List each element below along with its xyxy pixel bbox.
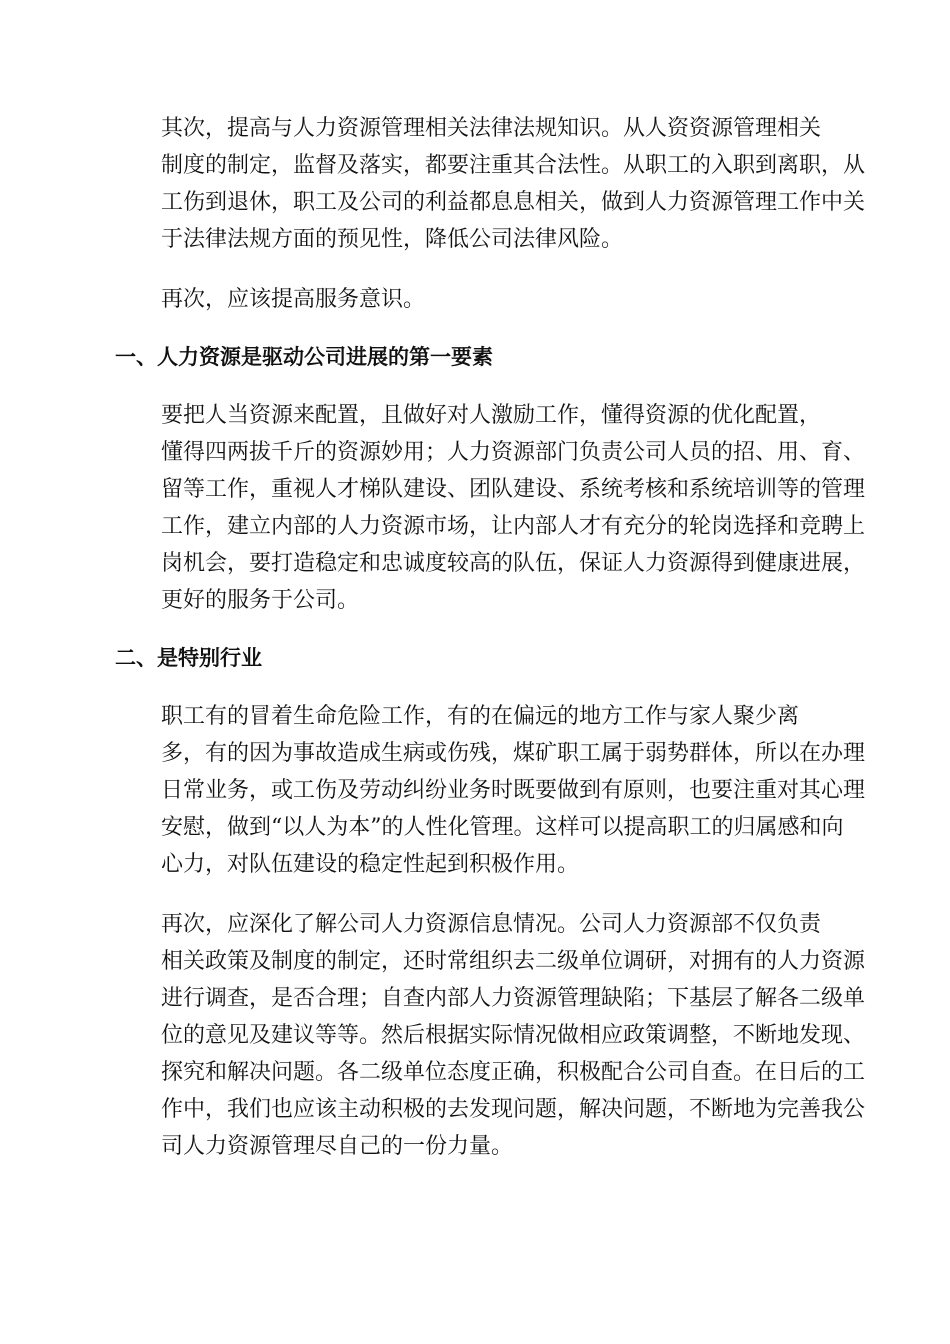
text-line: 工伤到退休，职工及公司的利益都息息相关，做到人力资源管理工作中关 [161,190,866,215]
text-line: 岗机会，要打造稳定和忠诚度较高的队伍，保证人力资源得到健康进展， [161,551,866,576]
text-line: 位的意见及建议等等。然后根据实际情况做相应政策调整，不断地发现、 [161,1023,866,1048]
text-line: 其次，提高与人力资源管理相关法律法规知识。从人资资源管理相关 [161,116,822,141]
text-line: 制度的制定，监督及落实，都要注重其合法性。从职工的入职到离职，从 [161,153,866,178]
text-line: 职工有的冒着生命危险工作，有的在偏远的地方工作与家人聚少离 [161,704,800,729]
text-line: 工作，建立内部的人力资源市场，让内部人才有充分的轮岗选择和竞聘上 [161,514,866,539]
text-line: 安慰，做到“以人为本”的人性化管理。这样可以提高职工的归属感和向 [161,815,844,840]
text-line: 作中，我们也应该主动积极的去发现问题，解决问题，不断地为完善我公 [161,1097,866,1122]
text-line: 相关政策及制度的制定，还时常组织去二级单位调研，对拥有的人力资源 [161,949,866,974]
text-line: 留等工作，重视人才梯队建设、团队建设、系统考核和系统培训等的管理 [161,477,866,502]
document-page [115,110,866,1188]
text-line: 更好的服务于公司。 [161,588,360,613]
text-line: 懂得四两拔千斤的资源妙用；人力资源部门负责公司人员的招、用、育、 [161,440,866,465]
text-line: 日常业务，或工伤及劳动纠纷业务时既要做到有原则，也要注重对其心理 [161,778,866,803]
text-line: 进行调查，是否合理；自查内部人力资源管理缺陷；下基层了解各二级单 [161,986,866,1011]
paragraph-legal-knowledge [115,110,866,258]
text-line: 再次，应深化了解公司人力资源信息情况。公司人力资源部不仅负责 [161,912,822,937]
section-heading-2: 二、是特别行业 [115,646,262,670]
paragraph-hr-information [115,906,866,1165]
text-line: 于法律法规方面的预见性，降低公司法律风险。 [161,227,624,252]
paragraph-resource-allocation [115,397,866,619]
text-line: 多，有的因为事故造成生病或伤残，煤矿职工属于弱势群体，所以在办理 [161,741,866,766]
paragraph-service-awareness [115,281,835,318]
text-line: 司人力资源管理尽自己的一份力量。 [161,1134,514,1159]
paragraph-special-industry [115,698,866,883]
text-line: 要把人当资源来配置，且做好对人激励工作，懂得资源的优化配置， [161,403,822,428]
text-line: 再次，应该提高服务意识。 [161,287,426,312]
text-line: 心力，对队伍建设的稳定性起到积极作用。 [161,852,580,877]
section-heading-1: 一、人力资源是驱动公司进展的第一要素 [115,345,493,369]
text-line: 探究和解决问题。各二级单位态度正确，积极配合公司自查。在日后的工 [161,1060,866,1085]
